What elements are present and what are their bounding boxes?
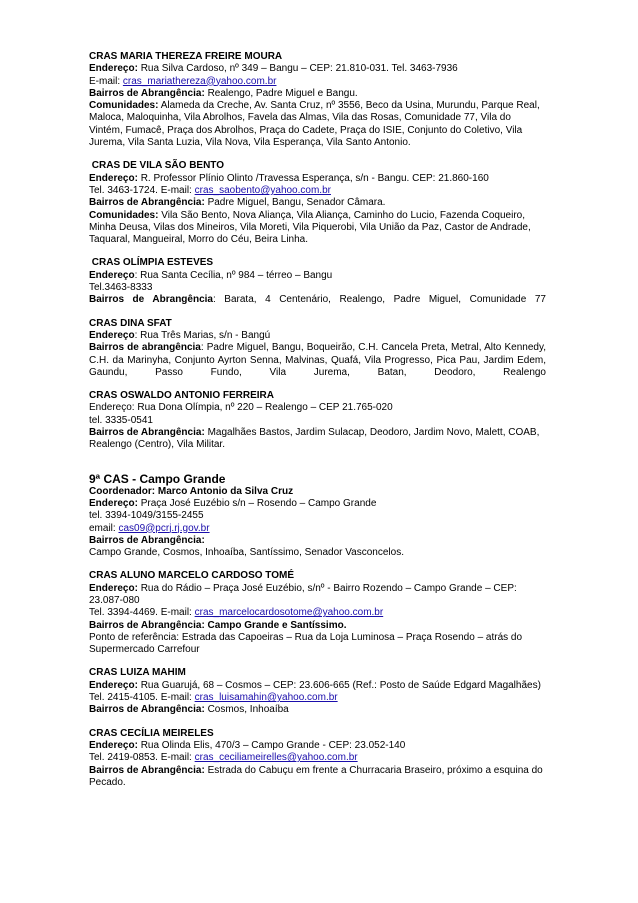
email-link[interactable]: cras_mariathereza@yahoo.com.br [122, 75, 277, 87]
section-title: CRAS DE VILA SÃO BENTO [89, 160, 225, 172]
tel-email-line: Tel. 2415-4105. E-mail: cras_luisamahin@yahoo.com.br [89, 692, 338, 704]
reference-line: Ponto de referência: Estrada das Capoeiras – Rua da Loja Luminosa – Praça Rosendo – atrás do Supermercado Carrefour [89, 631, 523, 656]
cras-luiza-mahim [89, 667, 546, 716]
tel-email-line: Tel. 3394-4469. E-mail: cras_marcelocardosotome@yahoo.com.br [89, 607, 384, 619]
email-link[interactable]: cras_marcelocardosotome@yahoo.com.br [194, 607, 384, 619]
section-title: CRAS MARIA THEREZA FREIRE MOURA [89, 51, 283, 62]
coverage-line: Bairros de Abrangência: Estrada do Cabuçu em frente a Churracaria Braseiro, próximo a esquina do Pecado. [89, 764, 543, 788]
cas-heading: 9ª CAS - Campo Grande [89, 471, 226, 486]
cras-olimpia-esteves [89, 257, 546, 306]
cras-marcelo-cardoso-tome [89, 570, 546, 656]
document-page [89, 51, 546, 800]
address-line: Endereço: Praça José Euzébio s/n – Rosendo – Campo Grande [89, 497, 377, 509]
email-link[interactable]: cras_ceciliameirelles@yahoo.com.br [194, 752, 358, 764]
section-title: CRAS OSWALDO ANTONIO FERREIRA [89, 390, 275, 402]
email-link[interactable]: cras_luisamahin@yahoo.com.br [194, 692, 338, 704]
address-line: Endereço: Rua Três Marias, s/n - Bangú [89, 329, 271, 341]
communities-line: Comunidades: Vila São Bento, Nova Aliança, Vila Aliança, Caminho do Lucio, Fazenda Coqueiro, Minha Deusa, Vilas dos Mineiros, Vila Moreti, Vila Piquerobi, Vila União da Paz, Castor de Andrade, Taquaral, Mangueiral, Morro do Céu, Beira Linha. [89, 209, 531, 246]
address-line: Endereço: Rua Silva Cardoso, nº 349 – Bangu – CEP: 21.810-031. Tel. 3463-7936 [89, 63, 458, 75]
cras-cecilia-meireles [89, 728, 546, 789]
address-line: Endereço: Rua Dona Olímpia, nº 220 – Realengo – CEP 21.765-020 [89, 402, 393, 414]
email-link[interactable]: cas09@pcrj.rj.gov.br [118, 522, 210, 534]
email-link[interactable]: cras_saobento@yahoo.com.br [194, 184, 331, 196]
cras-vila-sao-bento [89, 160, 546, 246]
address-line: Endereço: Rua do Rádio – Praça José Euzébio, s/nº - Bairro Rozendo – Campo Grande – CEP: 23.087-080 [89, 582, 517, 606]
tel-line: tel. 3335-0541 [89, 414, 153, 426]
coverage-line: Bairros de Abrangência: Realengo, Padre Miguel e Bangu. [89, 87, 358, 99]
coverage-line: Bairros de abrangência: Padre Miguel, Bangu, Boqueirão, C.H. Cancela Preta, Metral, Alto Kennedy, C.H. da Marinyha, Conjunto Ayrton Senna, Malvinas, Quafá, Vila Progresso, Pica Pau, Jardim Edem, Gaundu, Passo Fundo, Vila Jurema, Batan, Deodoro, Realengo [89, 342, 547, 378]
communities-line: Comunidades: Alameda da Creche, Av. Santa Cruz, nº 3556, Beco da Usina, Murundu, Parque Real, Maloca, Maloquinha, Vila Abrolhos, Favela das Almas, Vila das Rosas, Comunidade 77, Vila do Vintém, Fumacê, Praça dos Abrolhos, Praça do Cadete, Praça do ISIE, Conjunto do Coletivo, Vila Jurema, Vila Santa Luzia, Vila Nova, Vila Esperança, Vila Santo Antonio. [89, 100, 540, 149]
coordinator-line: Coordenador: Marco Antonio da Silva Cruz [89, 485, 294, 497]
address-line: Endereço: Rua Olinda Elis, 470/3 – Campo Grande - CEP: 23.052-140 [89, 739, 406, 751]
section-title: CRAS ALUNO MARCELO CARDOSO TOMÉ [89, 570, 294, 582]
cras-oswaldo-antonio-ferreira [89, 390, 546, 451]
tel-line: Tel.3463-8333 [89, 282, 153, 294]
section-title: CRAS DINA SFAT [89, 317, 172, 329]
section-title: CRAS LUIZA MAHIM [89, 667, 186, 679]
coverage-line: Bairros de Abrangência: Cosmos, Inhoaíba [89, 704, 289, 716]
coverage-line: Campo Grande, Cosmos, Inhoaíba, Santíssimo, Senador Vasconcelos. [89, 547, 404, 559]
cras-dina-sfat [89, 318, 546, 379]
address-line: Endereço: Rua Guarujá, 68 – Cosmos – CEP: 23.606-665 (Ref.: Posto de Saúde Edgard Magalhães) [89, 679, 541, 691]
email-line: E-mail: cras_mariathereza@yahoo.com.br [89, 75, 277, 87]
coverage-line: Bairros de Abrangência: Magalhães Bastos, Jardim Sulacap, Deodoro, Jardim Novo, Malett, COAB, Realengo (Centro), Vila Militar. [89, 427, 540, 451]
coverage-label: Bairros de Abrangência: [89, 534, 205, 546]
tel-email-line: Tel. 3463-1724. E-mail: cras_saobento@yahoo.com.br [89, 184, 331, 196]
address-line: Endereço: R. Professor Plínio Olinto /Travessa Esperança, s/n - Bangu. CEP: 21.860-160 [89, 172, 489, 184]
section-title: CRAS CECÍLIA MEIRELES [89, 727, 214, 739]
coverage-line: Bairros de Abrangência: Barata, 4 Centenário, Realengo, Padre Miguel, Comunidade 77 [89, 294, 546, 306]
cras-maria-thereza [89, 51, 546, 149]
section-title: CRAS OLÍMPIA ESTEVES [89, 257, 214, 269]
email-line: email: cas09@pcrj.rj.gov.br [89, 522, 210, 534]
coverage-line: Bairros de Abrangência: Padre Miguel, Bangu, Senador Câmara. [89, 197, 386, 209]
address-line: Endereço: Rua Santa Cecília, nº 984 – térreo – Bangu [89, 269, 333, 281]
tel-line: tel. 3394-1049/3155-2455 [89, 510, 204, 522]
cas9-campo-grande [89, 472, 546, 560]
tel-email-line: Tel. 2419-0853. E-mail: cras_ceciliameirelles@yahoo.com.br [89, 752, 358, 764]
coverage-line: Bairros de Abrangência: Campo Grande e Santíssimo. [89, 619, 347, 631]
